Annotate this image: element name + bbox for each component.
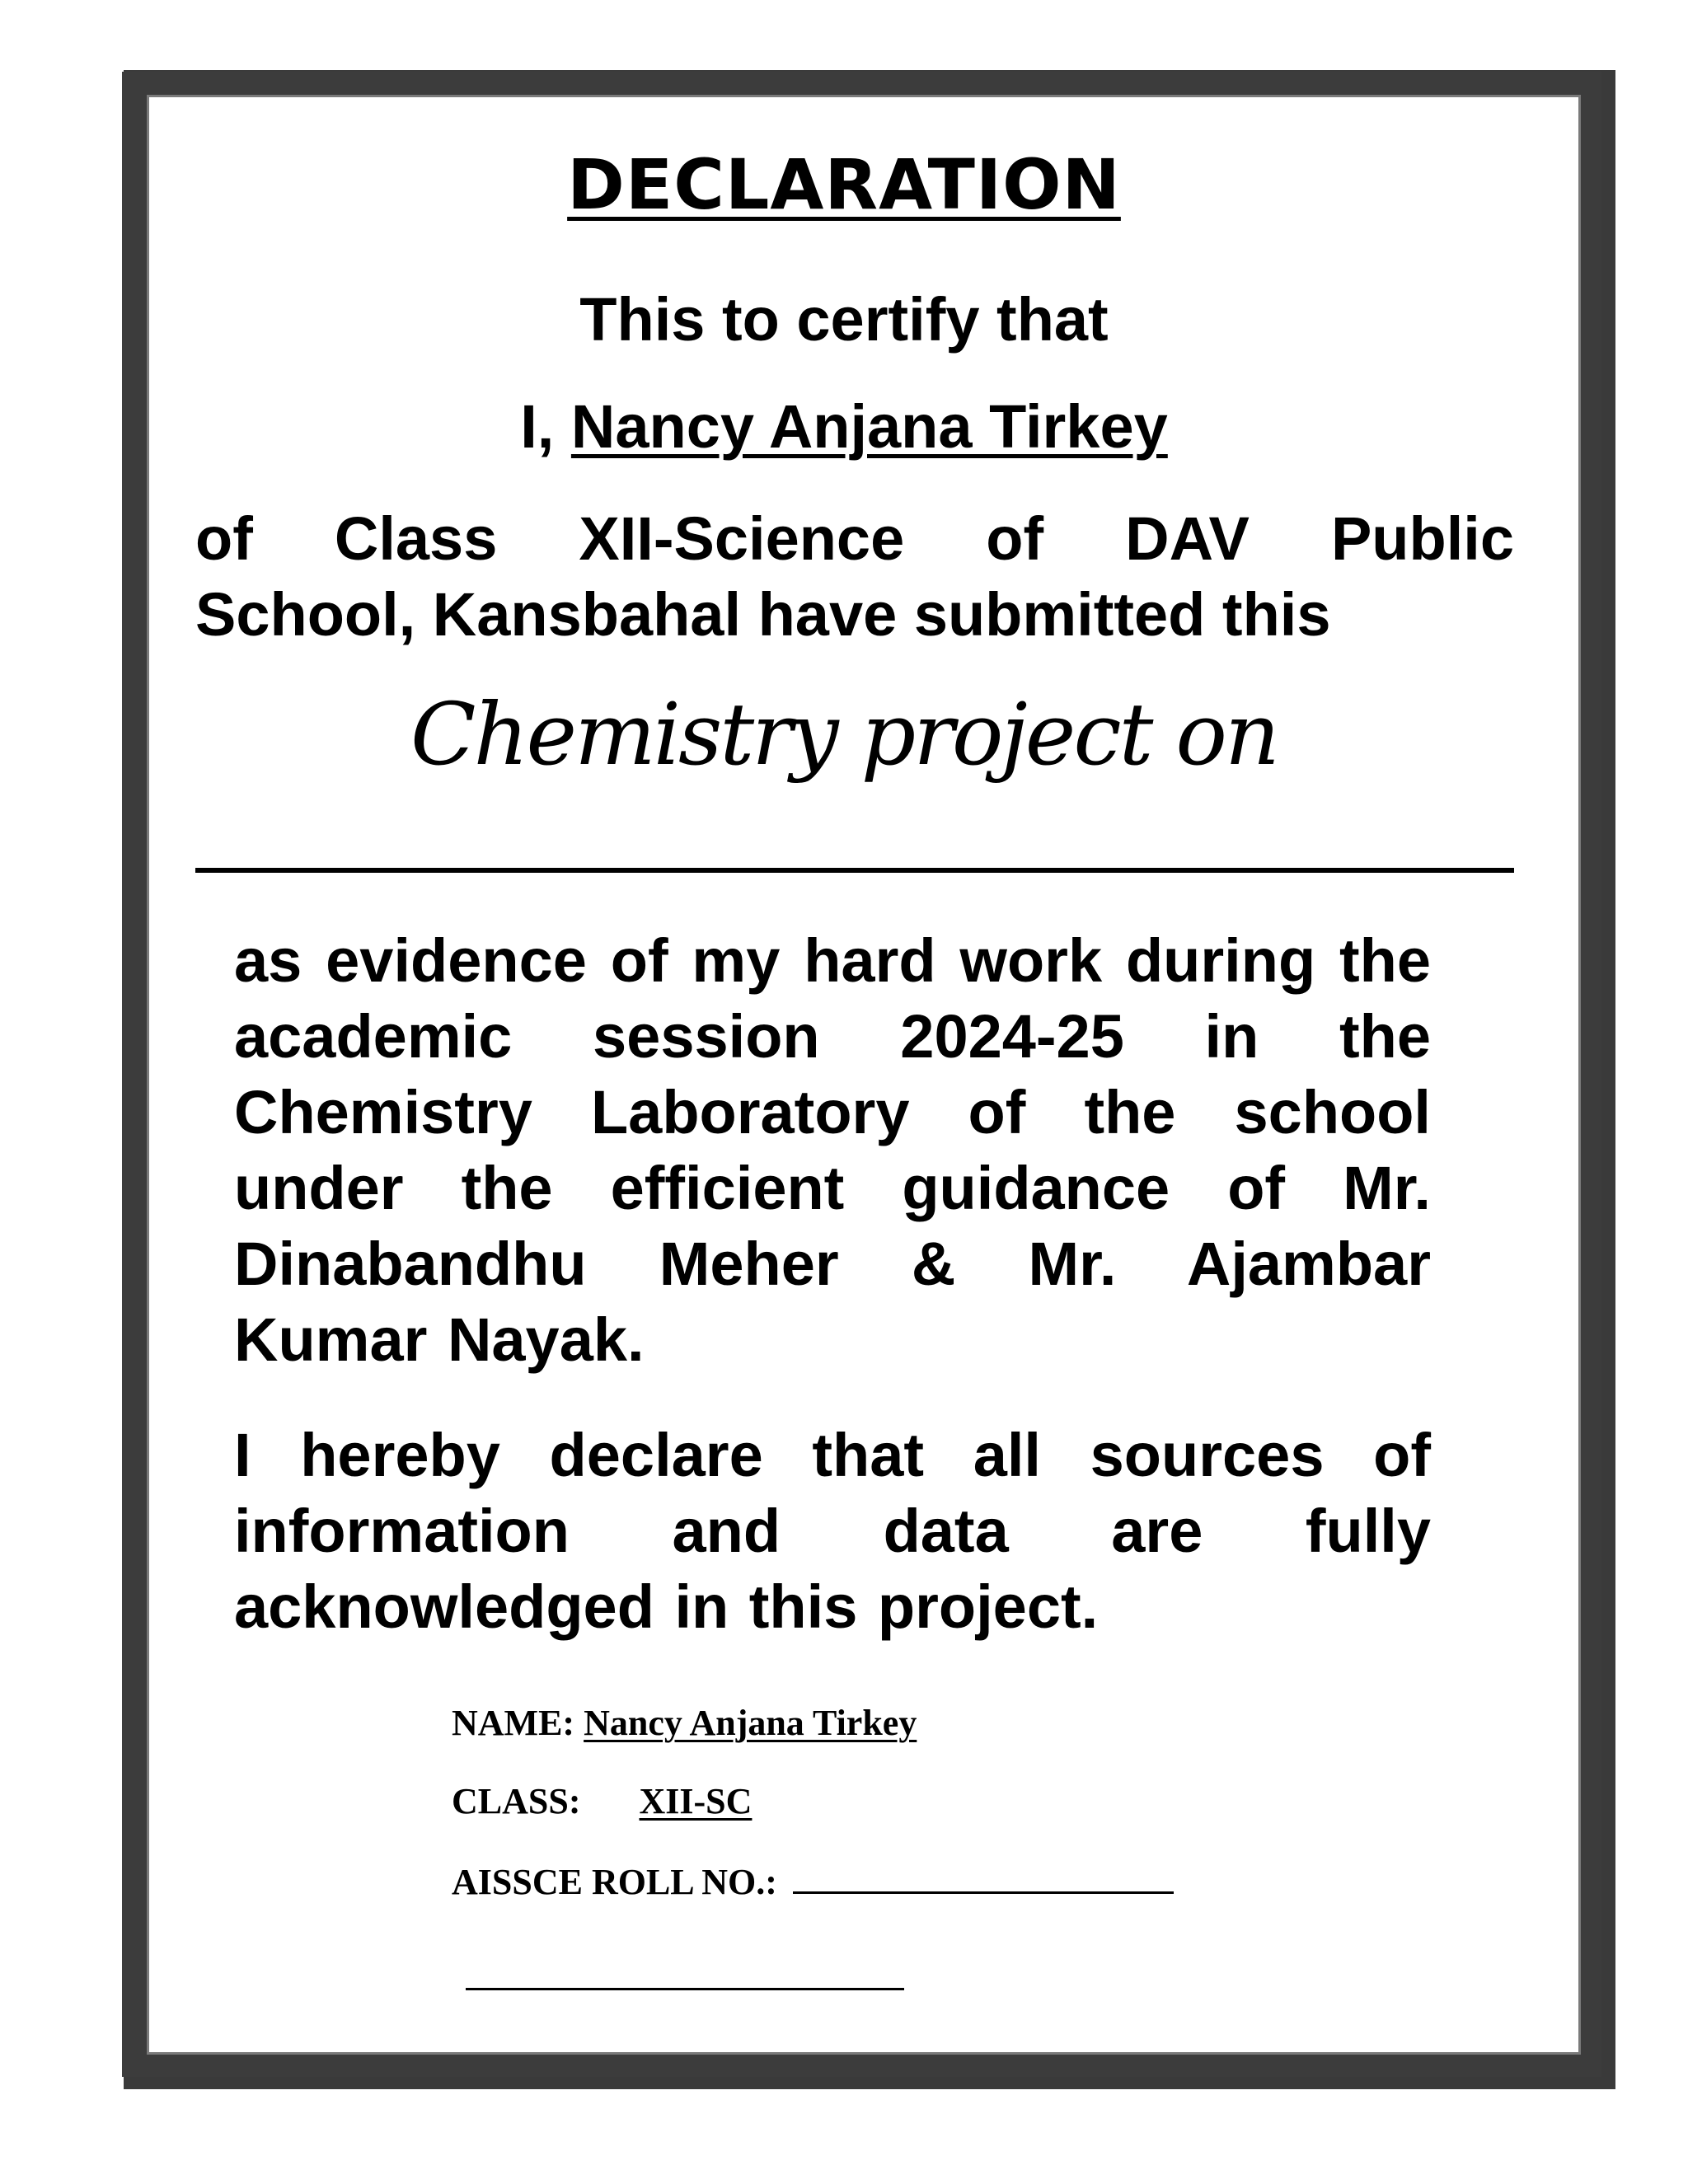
class-row bbox=[452, 1780, 752, 1822]
evidence-paragraph: as evidence of my hard work during the academic session 2024-25 in the Chemistry Laboratory of the school under the efficient guidance of Mr. Dinabandhu Meher & Mr. Ajambar Kumar Nayak. bbox=[234, 926, 1431, 1374]
name-prefix: I, bbox=[520, 392, 555, 461]
document-title: DECLARATION bbox=[567, 144, 1121, 225]
project-title-blank-line bbox=[195, 868, 1514, 873]
name-label: NAME: bbox=[452, 1703, 575, 1743]
class-value: XII-SC bbox=[639, 1781, 753, 1821]
student-name: Nancy Anjana Tirkey bbox=[570, 392, 1168, 461]
signature-line bbox=[466, 1988, 904, 1990]
class-statement bbox=[195, 501, 1514, 653]
student-name-line bbox=[0, 391, 1688, 462]
name-value: Nancy Anjana Tirkey bbox=[584, 1703, 917, 1743]
class-statement-line-1: of Class XII-Science of DAV Public bbox=[195, 504, 1514, 573]
certify-line: This to certify that bbox=[579, 285, 1109, 354]
roll-number-row bbox=[452, 1858, 1174, 1903]
name-row bbox=[452, 1702, 917, 1744]
roll-number-label: AISSCE ROLL NO.: bbox=[452, 1862, 777, 1902]
project-heading: Chemistry project on bbox=[410, 684, 1278, 785]
declaration-paragraph: I hereby declare that all sources of information and data are fully acknowledged in this project. bbox=[234, 1421, 1431, 1641]
class-label: CLASS: bbox=[452, 1781, 581, 1821]
class-statement-line-2: School, Kansbahal have submitted this bbox=[195, 580, 1331, 649]
roll-number-blank bbox=[793, 1858, 1174, 1894]
